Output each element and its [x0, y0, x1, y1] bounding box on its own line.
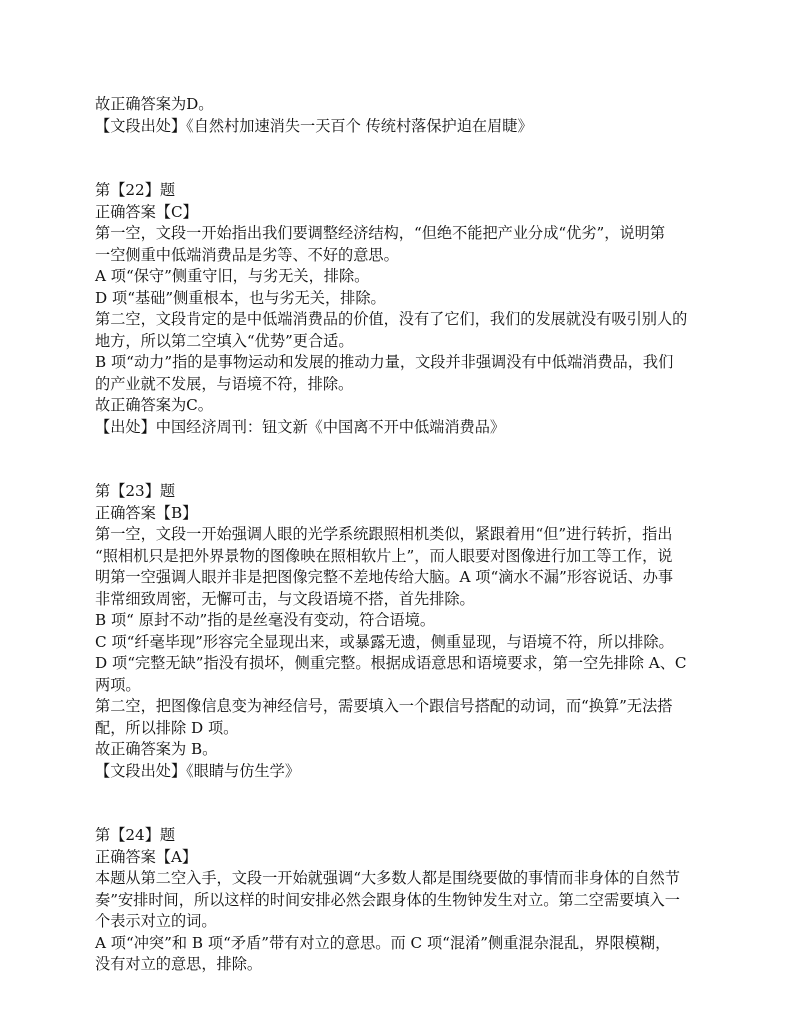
question-23-source: 【文段出处】《眼睛与仿生学》 [95, 761, 301, 780]
question-23-line: 第二空，把图像信息变为神经信号，需要填入一个跟信号搭配的动词，而“换算”无法搭 [95, 697, 673, 715]
section-gap [95, 438, 715, 481]
question-22-line: 第一空，文段一开始指出我们要调整经济结构，“但绝不能把产业分成“优劣”，说明第 [95, 224, 666, 242]
question-22-line: 的产业就不发展，与语境不符，排除。 [95, 374, 354, 393]
question-23-line: B 项“ 原封不动”指的是丝毫没有变动，符合语境。 [95, 611, 436, 629]
question-23-line: 两项。 [95, 675, 141, 694]
question-24-line: 个表示对立的词。 [95, 912, 217, 930]
section-gap [95, 782, 715, 825]
question-23-title: 第【23】题 [95, 482, 176, 500]
question-23-line: D 项“完整无缺”指没有损坏，侧重完整。根据成语意思和语境要求，第一空先排除 A、C [95, 654, 687, 672]
question-22-line: A 项“保守”侧重守旧，与劣无关，排除。 [95, 267, 370, 285]
question-24-line: 奏”安排时间，所以这样的时间安排必然会跟身体的生物钟发生对立。第二空需要填入一 [95, 890, 680, 909]
question-24-line: A 项“冲突”和 B 项“矛盾”带有对立的意思。而 C 项“混淆”侧重混杂混乱，界限模糊， [95, 933, 671, 952]
question-22-line: D 项“基础”侧重根本，也与劣无关，排除。 [95, 288, 386, 307]
section-gap [95, 137, 715, 180]
question-23-line: 第一空，文段一开始强调人眼的光学系统跟照相机类似，紧跟着用“但”进行转折，指出 [95, 525, 673, 543]
question-24-section [95, 825, 715, 976]
question-22-line: 故正确答案为C。 [95, 396, 213, 414]
question-24-title: 第【24】题 [95, 826, 176, 844]
question-23-section [95, 481, 715, 782]
question-23-line: “照相机只是把外界景物的图像映在照相软片上”，而人眼要对图像进行加工等工作，说 [95, 546, 673, 565]
question-24-line: 本题从第二空入手，文段一开始就强调“大多数人都是围绕要做的事情而非身体的自然节 [95, 869, 680, 887]
question-23-line: 故正确答案为 B。 [95, 740, 218, 758]
question-22-line: B 项“动力”指的是事物运动和发展的推动力量，文段并非强调没有中低端消费品，我们 [95, 353, 674, 371]
question-23-line: C 项“纤毫毕现”形容完全显现出来，或暴露无遗，侧重显现，与语境不符，所以排除。 [95, 632, 674, 651]
document-body [95, 94, 715, 976]
question-22-answer: 正确答案【C】 [95, 202, 198, 221]
question-23-line: 配，所以排除 D 项。 [95, 718, 239, 737]
question-24-line: 没有对立的意思，排除。 [95, 955, 263, 973]
question-22-line: 一空侧重中低端消费品是劣等、不好的意思。 [95, 245, 399, 264]
intro-answer-line: 故正确答案为D。 [95, 95, 214, 113]
question-22-title: 第【22】题 [95, 181, 176, 199]
question-22-line: 地方，所以第二空填入“优势”更合适。 [95, 331, 354, 350]
question-22-source: 【出处】中国经济周刊：钮文新《中国离不开中低端消费品》 [95, 417, 506, 436]
question-24-answer: 正确答案【A】 [95, 847, 198, 866]
intro-source-line: 【文段出处】《自然村加速消失一天百个 传统村落保护迫在眉睫》 [95, 116, 533, 135]
question-23-line: 非常细致周密，无懈可击，与文段语境不搭，首先排除。 [95, 589, 475, 608]
question-22-line: 第二空，文段肯定的是中低端消费品的价值，没有了它们，我们的发展就没有吸引别人的 [95, 310, 688, 328]
question-22-section [95, 180, 715, 438]
question-23-line: 明第一空强调人眼并非是把图像完整不差地传给大脑。A 项“滴水不漏”形容说话、办事 [95, 568, 674, 586]
question-23-answer: 正确答案【B】 [95, 503, 198, 522]
